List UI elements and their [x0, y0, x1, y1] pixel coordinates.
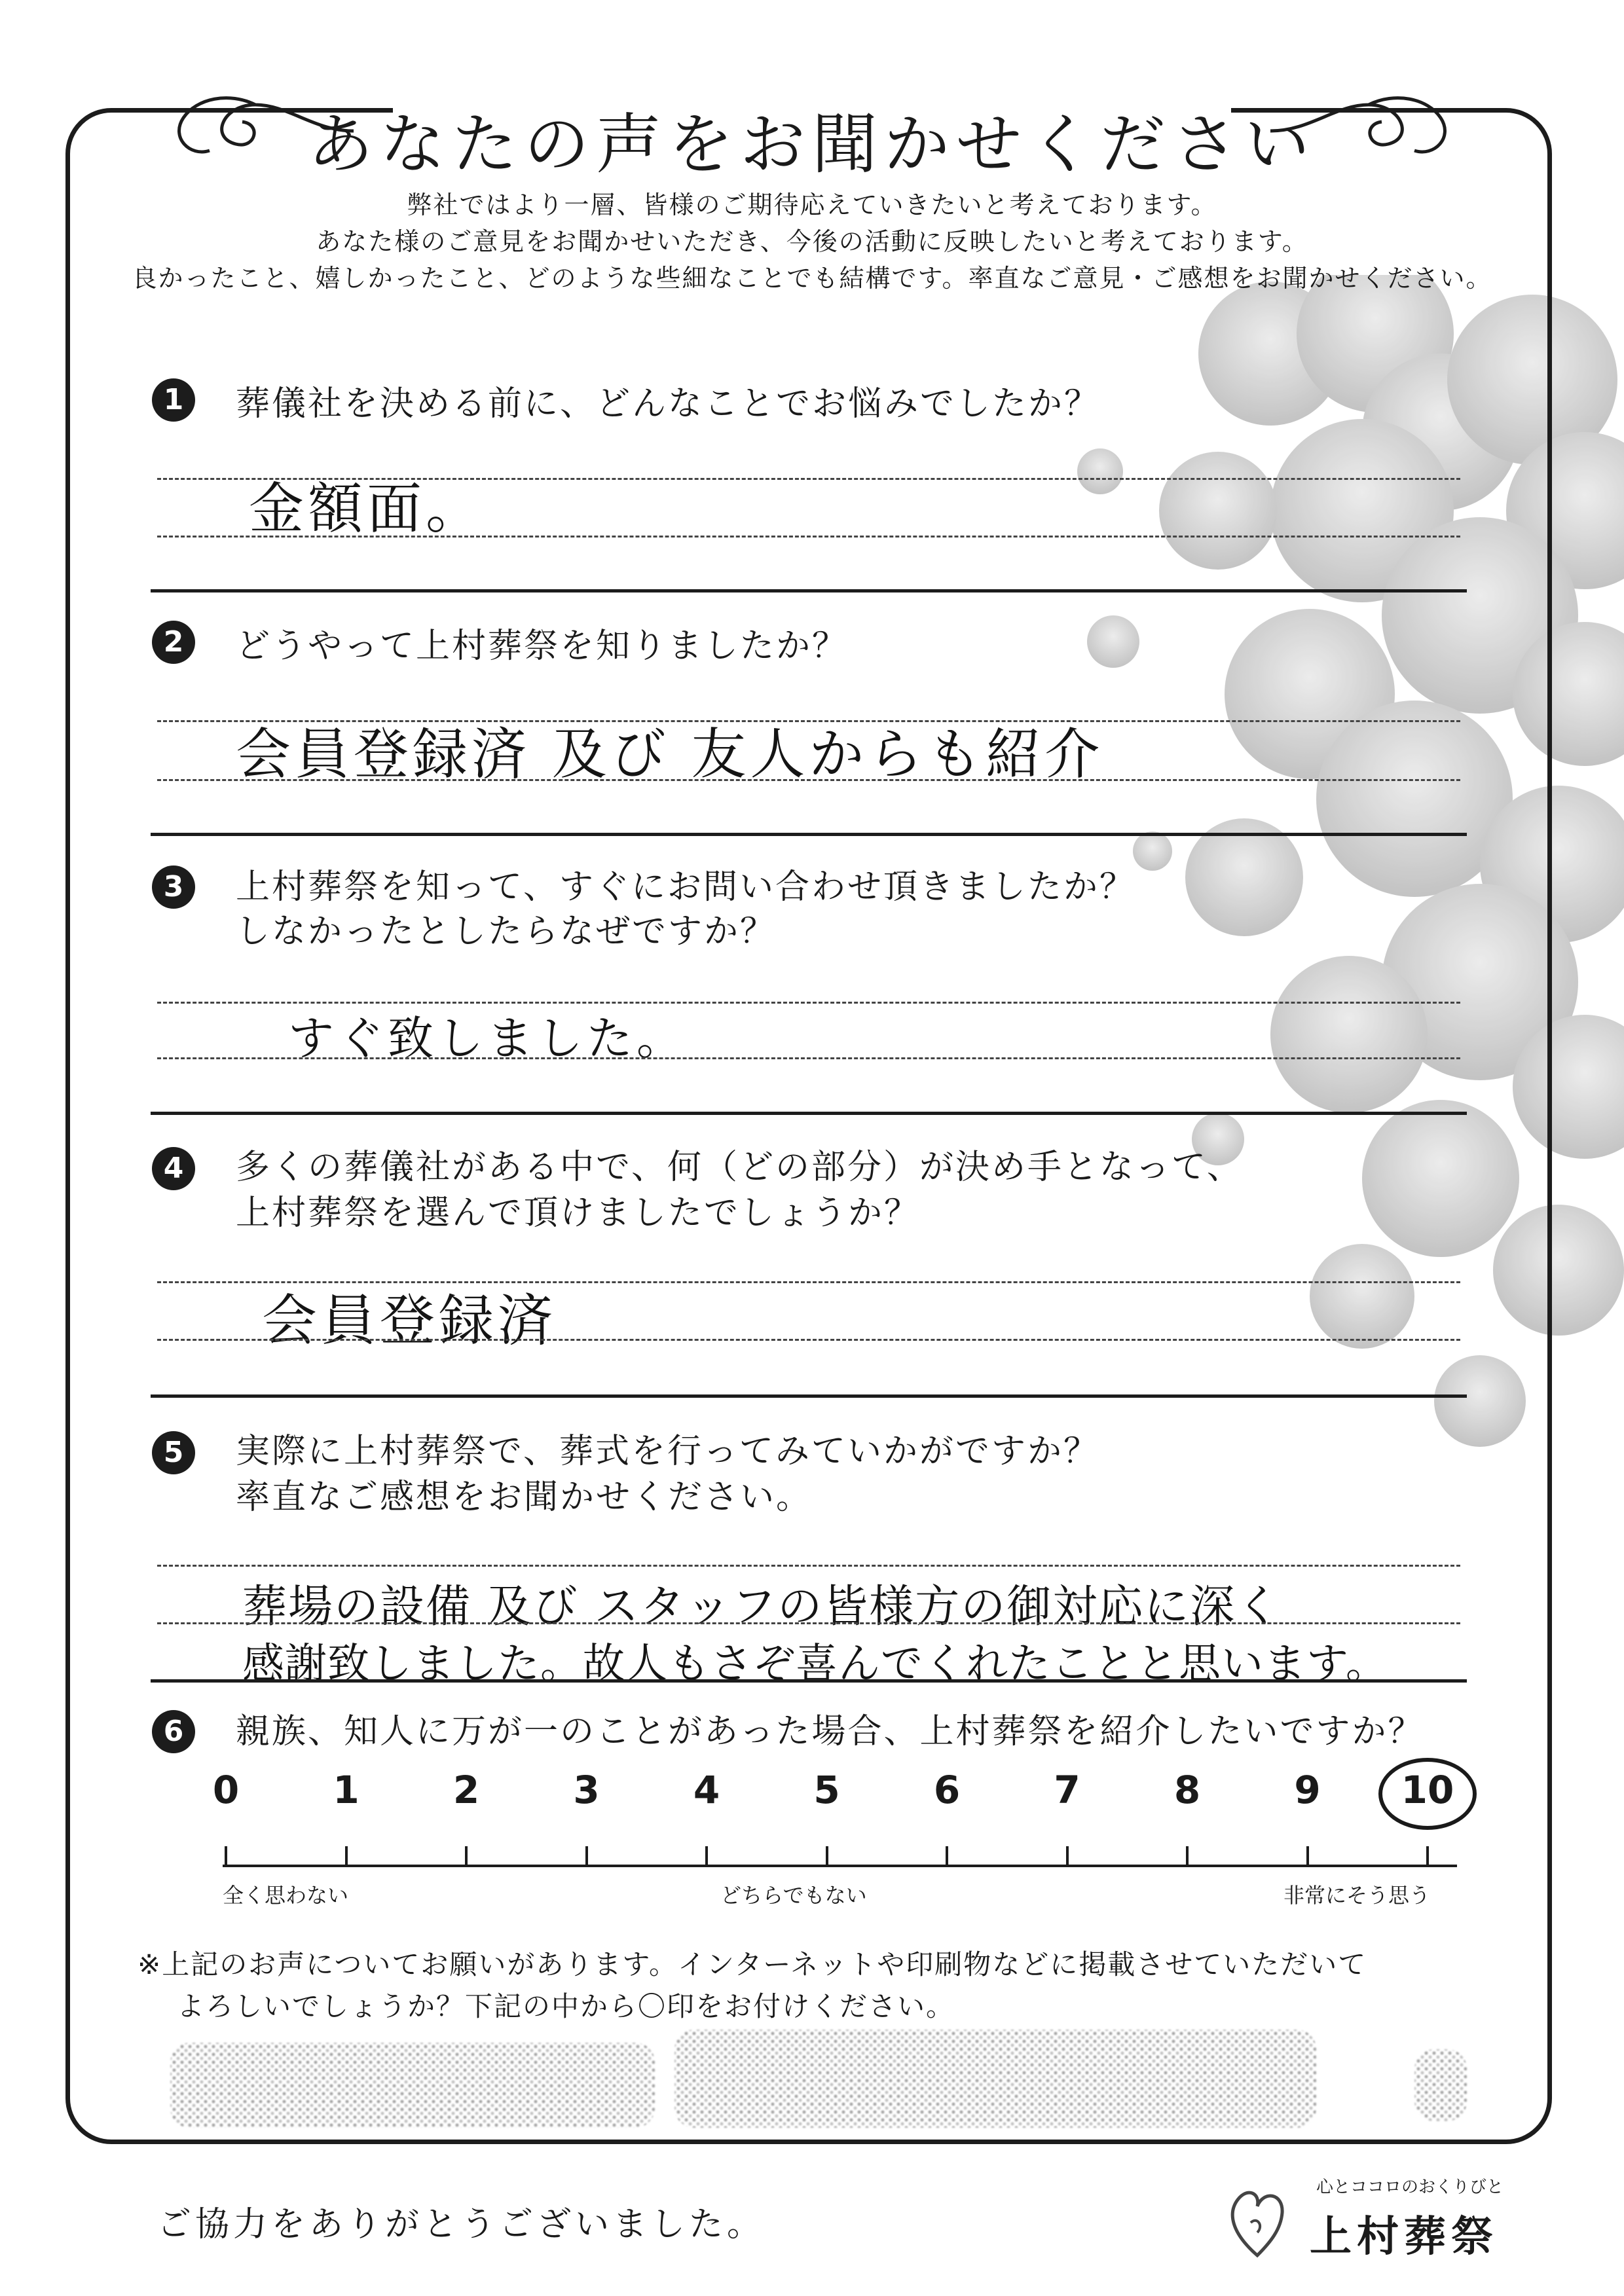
question-text: どうやって上村葬祭を知りましたか？	[236, 627, 849, 666]
answer-rule	[157, 1622, 1460, 1624]
scale-tick	[826, 1846, 828, 1866]
scale-number[interactable]: 5	[813, 1768, 840, 1812]
question-number: 6	[152, 1710, 195, 1753]
question-text: 葬儀社を決める前に、どんなことでお悩みでしたか？	[236, 384, 1101, 424]
section-divider	[151, 833, 1467, 836]
section-divider	[151, 1679, 1467, 1683]
question-text: 率直なご感想をお聞かせください。	[236, 1478, 813, 1517]
handwritten-answer[interactable]: 葬場の設備 及び スタッフの皆様方の御対応に深く	[242, 1581, 1282, 1633]
handwritten-answer[interactable]: すぐ致しました。	[288, 1011, 686, 1065]
question-text: しなかったとしたらなぜですか？	[236, 912, 777, 951]
answer-rule	[157, 536, 1460, 538]
answer-rule	[157, 779, 1460, 781]
scale-number[interactable]: 7	[1054, 1768, 1080, 1812]
handwritten-answer[interactable]: 会員登録済 及び 友人からも紹介	[236, 722, 1104, 786]
handwritten-answer[interactable]: 会員登録済	[262, 1288, 557, 1353]
redacted-option[interactable]	[170, 2043, 655, 2128]
question-number: 4	[152, 1147, 195, 1190]
scale-tick	[585, 1846, 588, 1866]
scale-number[interactable]: 10	[1401, 1768, 1454, 1812]
scale-number[interactable]: 0	[212, 1768, 240, 1812]
intro-line: 弊社ではより一層、皆様のご期待応えていきたいと考えております。	[407, 191, 1217, 219]
question-number: 5	[152, 1431, 195, 1474]
scale-number[interactable]: 8	[1173, 1768, 1201, 1812]
section-divider	[151, 1394, 1467, 1398]
question-number: 1	[152, 378, 195, 422]
scale-tick	[1066, 1846, 1069, 1866]
answer-rule	[157, 1565, 1460, 1567]
page-title: あなたの声をお聞かせください	[308, 106, 1316, 183]
rating-scale-line	[223, 1865, 1457, 1867]
company-logo-name: 上村葬祭	[1310, 2213, 1498, 2261]
scale-tick	[705, 1846, 708, 1866]
selected-rating-circle	[1378, 1758, 1477, 1830]
publication-note: ※上記のお声についてお願いがあります。インターネットや印刷物などに掲載させていただいて	[138, 1948, 1367, 1980]
scale-number[interactable]: 2	[452, 1768, 480, 1812]
intro-line: あなた様のご意見をお聞かせいただき、今後の活動に反映したいと考えております。	[316, 227, 1308, 256]
question-number: 3	[152, 866, 195, 909]
scale-label-high: 非常にそう思う	[1283, 1883, 1431, 1908]
answer-rule	[157, 1057, 1460, 1059]
section-divider	[151, 1112, 1467, 1115]
question-text: 上村葬祭を選んで頂けましたでしょうか？	[236, 1194, 921, 1233]
question-number: 2	[152, 621, 195, 664]
heart-logo-icon	[1225, 2177, 1290, 2262]
logo-tagline: 心とココロのおくりびと	[1316, 2178, 1504, 2197]
scale-label-mid: どちらでもない	[720, 1883, 867, 1908]
scale-tick	[1186, 1846, 1189, 1866]
scale-number[interactable]: 3	[573, 1768, 600, 1812]
scale-tick	[1426, 1846, 1429, 1866]
section-divider	[151, 589, 1467, 592]
scale-number[interactable]: 1	[333, 1768, 360, 1812]
question-text: 上村葬祭を知って、すぐにお問い合わせ頂きましたか？	[236, 867, 1135, 907]
answer-rule	[157, 1339, 1460, 1341]
thanks-message: ご協力をありがとうございました。	[157, 2205, 766, 2244]
redacted-option[interactable]	[1414, 2049, 1467, 2121]
scale-number[interactable]: 4	[693, 1768, 720, 1812]
question-text: 実際に上村葬祭で、葬式を行ってみていかがですか？	[236, 1432, 1099, 1471]
scale-tick	[1306, 1846, 1309, 1866]
answer-rule	[157, 1002, 1460, 1004]
scale-tick	[225, 1846, 227, 1866]
question-text: 多くの葬儀社がある中で、何（どの部分）が決め手となって、	[236, 1148, 1243, 1187]
handwritten-answer[interactable]: 感謝致しました。故人もさぞ喜んでくれたことと思います。	[242, 1640, 1388, 1688]
question-text: 親族、知人に万が一のことがあった場合、上村葬祭を紹介したいですか？	[236, 1712, 1424, 1751]
handwritten-answer[interactable]: 金額面。	[249, 477, 485, 541]
redacted-option[interactable]	[674, 2030, 1316, 2128]
scale-tick	[465, 1846, 468, 1866]
answer-rule	[157, 720, 1460, 722]
scale-label-low: 全く思わない	[223, 1883, 349, 1908]
scale-number[interactable]: 9	[1294, 1768, 1321, 1812]
scale-tick	[345, 1846, 348, 1866]
answer-rule	[157, 1281, 1460, 1283]
intro-line: 良かったこと、嬉しかったこと、どのような些細なことでも結構です。率直なご意見・ご感想をお聞かせください。	[132, 264, 1492, 293]
publication-note: よろしいでしょうか？下記の中から〇印をお付けください。	[177, 1990, 955, 2022]
scale-number[interactable]: 6	[933, 1768, 961, 1812]
answer-rule	[157, 478, 1460, 480]
scale-tick	[946, 1846, 948, 1866]
